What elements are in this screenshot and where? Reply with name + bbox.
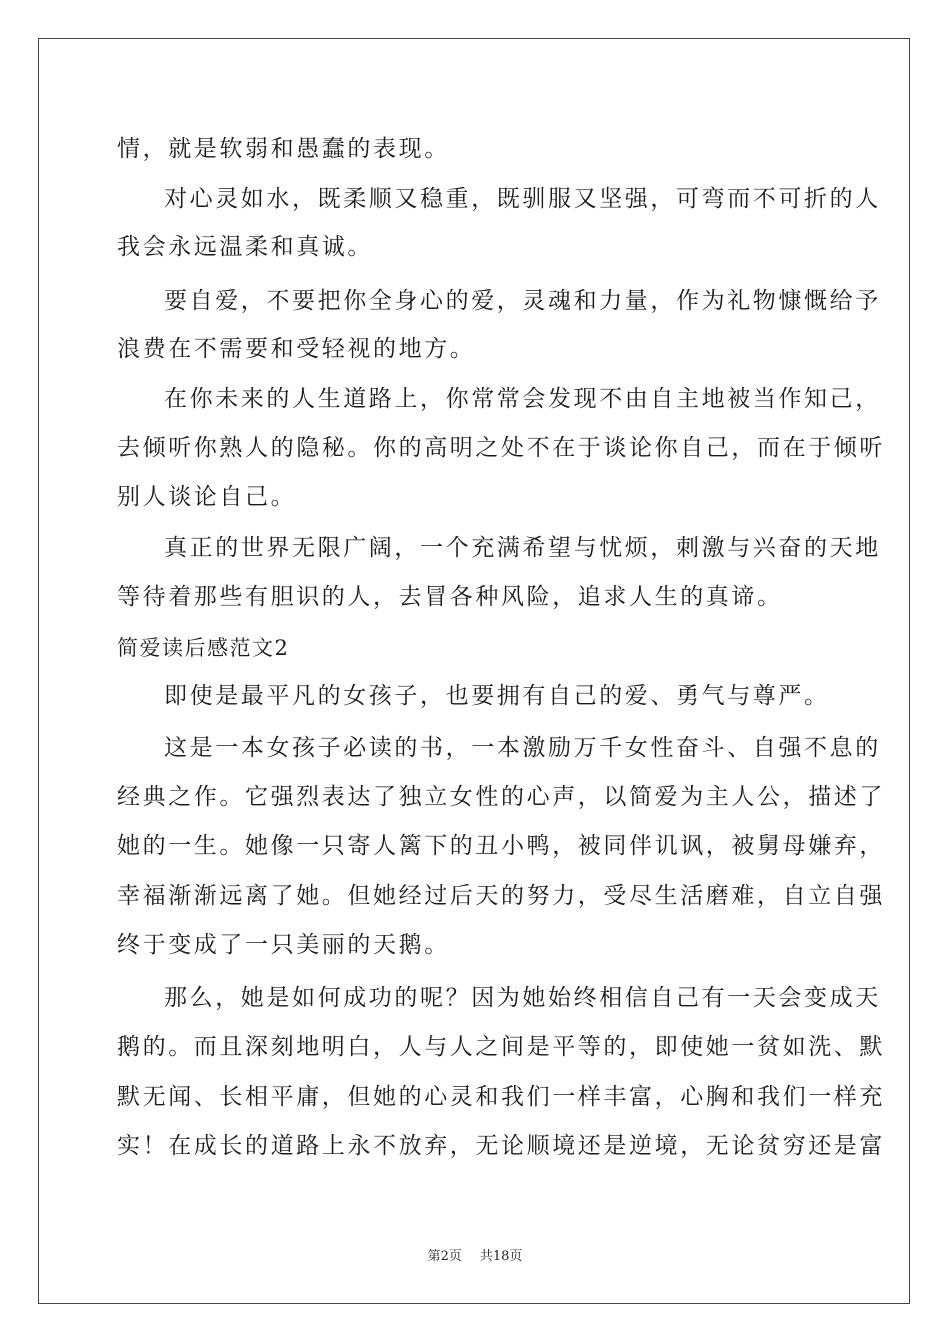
text-line: 要自爱，不要把你全身心的爱，灵魂和力量，作为礼物慷慨给予: [164, 288, 881, 314]
text-line: 在你未来的人生道路上，你常常会发现不由自主地被当作知己，: [164, 386, 881, 412]
text-line: 幸福渐渐远离了她。但她经过后天的努力，受尽生活磨难，自立自强: [117, 883, 885, 909]
page-footer: [0, 1248, 950, 1266]
text-line: 去倾听你熟人的隐秘。你的高明之处不在于谈论你自己，而在于倾听: [117, 435, 885, 461]
text-line: 别人谈论自己。: [117, 484, 297, 510]
text-line: 默无闻、长相平庸，但她的心灵和我们一样丰富，心胸和我们一样充: [117, 1084, 885, 1110]
text-line: 经典之作。它强烈表达了独立女性的心声，以简爱为主人公，描述了: [117, 784, 885, 810]
text-line: 实！在成长的道路上永不放弃，无论顺境还是逆境，无论贫穷还是富: [117, 1133, 885, 1159]
text-line: 情，就是软弱和愚蠢的表现。: [117, 136, 450, 162]
total-pages: 共18页: [479, 1249, 523, 1264]
page-border: [38, 38, 910, 1304]
text-line: 等待着那些有胆识的人，去冒各种风险，追求人生的真谛。: [117, 584, 783, 610]
text-line: 那么，她是如何成功的呢？因为她始终相信自己有一天会变成天: [164, 985, 881, 1011]
text-line: 终于变成了一只美丽的天鹅。: [117, 932, 450, 958]
text-line: 她的一生。她像一只寄人篱下的丑小鸭，被同伴讥讽，被舅母嫌弃，: [117, 833, 885, 859]
section-heading: 简爱读后感范文2: [117, 636, 290, 660]
text-line: 即使是最平凡的女孩子，也要拥有自己的爱、勇气与尊严。: [164, 683, 830, 709]
page-number: 第2页: [427, 1249, 462, 1264]
text-line: 浪费在不需要和受轻视的地方。: [117, 336, 476, 362]
text-line: 对心灵如水，既柔顺又稳重，既驯服又坚强，可弯而不可折的人: [164, 186, 881, 212]
text-line: 真正的世界无限广阔，一个充满希望与忧烦，刺激与兴奋的天地: [164, 535, 881, 561]
text-line: 我会永远温柔和真诚。: [117, 234, 373, 260]
text-line: 这是一本女孩子必读的书，一本激励万千女性奋斗、自强不息的: [164, 735, 881, 761]
text-line: 鹅的。而且深刻地明白，人与人之间是平等的，即使她一贫如洗、默: [117, 1034, 885, 1060]
